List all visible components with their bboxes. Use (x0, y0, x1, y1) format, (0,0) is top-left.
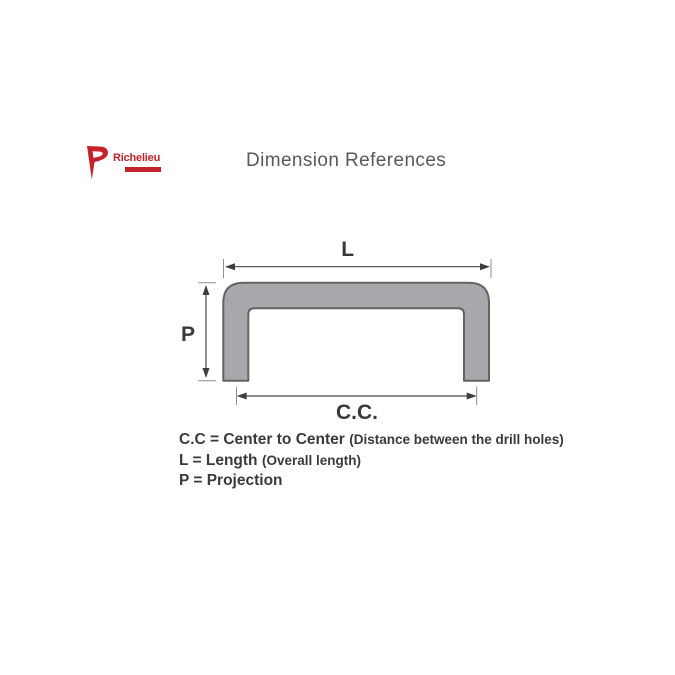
logo-brand-text: Richelieu (113, 152, 161, 164)
legend-entry-length (179, 451, 564, 472)
richelieu-logo (85, 145, 165, 185)
handle-dimension-diagram (160, 228, 540, 438)
dimension-projection (181, 283, 216, 381)
legend-term: L = Length (179, 451, 258, 469)
length-arrowhead-left (225, 263, 235, 270)
legend-entry-cc (179, 430, 564, 451)
cc-arrowhead-left (237, 393, 247, 400)
dimension-center-to-center (237, 387, 477, 424)
projection-label: P (180, 323, 196, 346)
logo-tagline-bar (125, 167, 161, 172)
dimension-legend (179, 430, 564, 492)
page-title: Dimension References (246, 150, 447, 171)
legend-term: P = Projection (179, 472, 283, 489)
legend-note: (Distance between the drill holes) (349, 432, 564, 447)
handle-shape (223, 283, 489, 381)
projection-arrowhead-top (203, 285, 210, 295)
projection-arrowhead-bottom (203, 368, 210, 378)
legend-entry-projection (179, 471, 564, 492)
length-arrowhead-right (480, 263, 490, 270)
dimension-length (224, 238, 492, 278)
cc-arrowhead-right (467, 393, 477, 400)
length-label: L (341, 238, 355, 261)
richelieu-r-icon (85, 145, 110, 181)
legend-term: C.C = Center to Center (179, 431, 345, 448)
legend-note: (Overall length) (261, 452, 361, 468)
cc-label: C.C. (336, 401, 378, 424)
